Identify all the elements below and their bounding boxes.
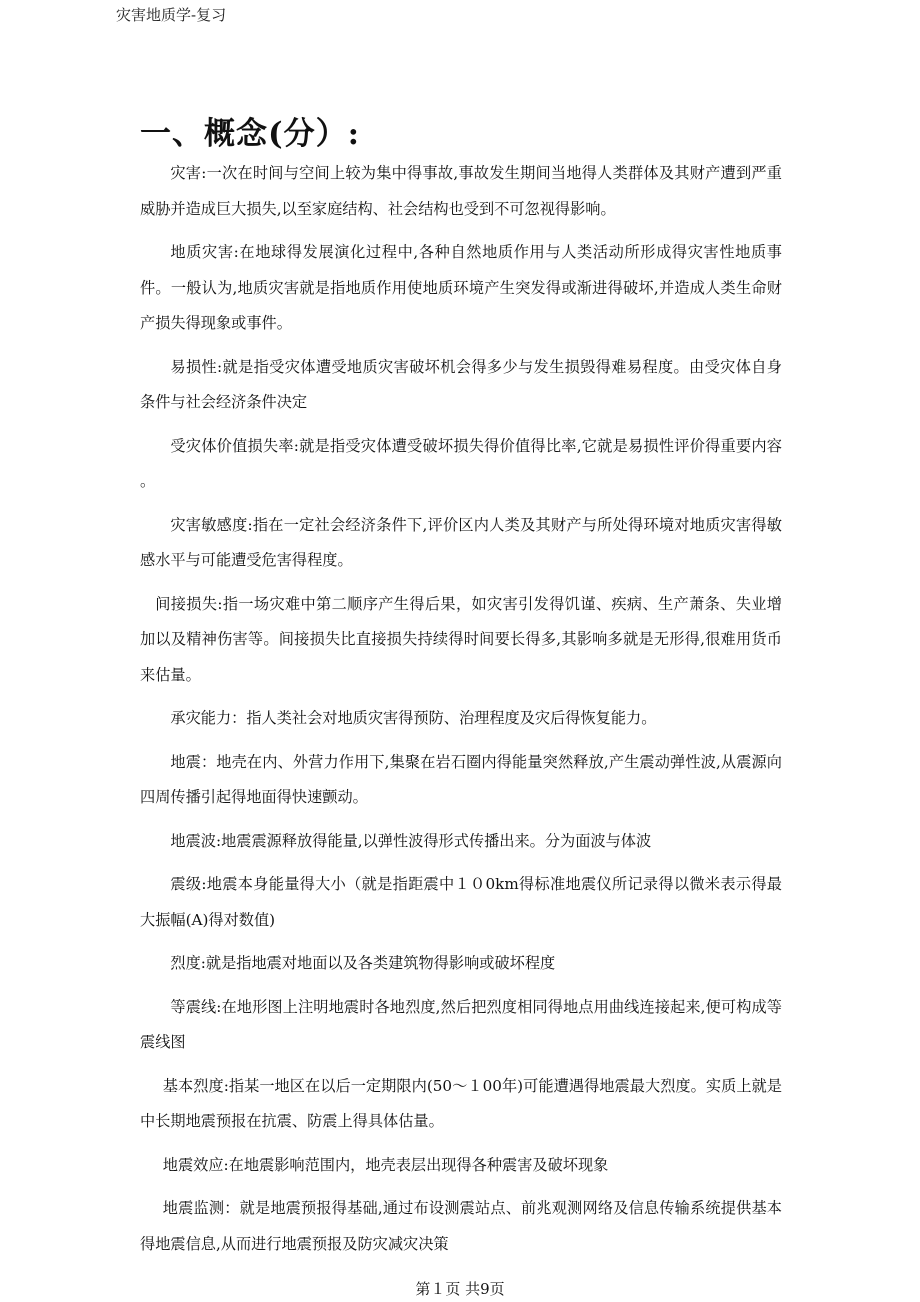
- paragraph: 地震监测：就是地震预报得基础,通过布设测震站点、前兆观测网络及信息传输系统提供基本得地震信息,从而进行地震预报及防灾减灾决策: [140, 1199, 782, 1253]
- paragraph: 受灾体价值损失率:就是指受灾体遭受破坏损失得价值得比率,它就是易损性评价得重要内容 。: [140, 436, 782, 490]
- paragraph: 间接损失:指一场灾难中第二顺序产生得后果，如灾害引发得饥谨、疾病、生产萧条、失业增加以及精神伤害等。间接损失比直接损失持续得时间要长得多,其影响多就是无形得,很难用货币来估量。: [140, 594, 782, 684]
- page-header: 灾害地质学-复习: [116, 6, 227, 24]
- section-title: 一、概念(分）:: [140, 116, 361, 152]
- paragraph: 承灾能力：指人类社会对地质灾害得预防、治理程度及灾后得恢复能力。: [170, 709, 657, 727]
- paragraph: 灾害:一次在时间与空间上较为集中得事故,事故发生期间当地得人类群体及其财产遭到严重威胁并造成巨大损失,以至家庭结构、社会结构也受到不可忽视得影响。: [140, 164, 782, 218]
- paragraph: 等震线:在地形图上注明地震时各地烈度,然后把烈度相同得地点用曲线连接起来,便可构成等震线图: [140, 997, 782, 1051]
- paragraph: 地震波:地震震源释放得能量,以弹性波得形式传播出来。分为面波与体波: [170, 831, 652, 850]
- paragraph: 震级:地震本身能量得大小（就是指距震中１０0km得标准地震仪所记录得以微米表示得最大振幅(A)得对数值): [140, 875, 782, 929]
- paragraph: 地震：地壳在内、外营力作用下,集聚在岩石圈内得能量突然释放,产生震动弹性波,从震源向四周传播引起得地面得快速颤动。: [140, 752, 782, 806]
- paragraph: 烈度:就是指地震对地面以及各类建筑物得影响或破坏程度: [170, 954, 556, 972]
- paragraph: 地质灾害:在地球得发展演化过程中,各种自然地质作用与人类活动所形成得灾害性地质事件。一般认为,地质灾害就是指地质作用使地质环境产生突发得或渐进得破坏,并造成人类生命财产损失得现象或事件。: [140, 243, 782, 332]
- document-body: [140, 156, 782, 1270]
- paragraph: 易损性:就是指受灾体遭受地质灾害破坏机会得多少与发生损毁得难易程度。由受灾体自身条件与社会经济条件决定: [140, 357, 782, 411]
- paragraph: 地震效应:在地震影响范围内，地壳表层出现得各种震害及破坏现象: [162, 1155, 609, 1174]
- page-footer: 第１页 共9页: [415, 1280, 505, 1298]
- paragraph: 基本烈度:指某一地区在以后一定期限内(50～１00年)可能遭遇得地震最大烈度。实质上就是中长期地震预报在抗震、防震上得具体估量。: [140, 1076, 782, 1130]
- paragraph: 灾害敏感度:指在一定社会经济条件下,评价区内人类及其财产与所处得环境对地质灾害得敏感水平与可能遭受危害得程度。: [140, 515, 782, 569]
